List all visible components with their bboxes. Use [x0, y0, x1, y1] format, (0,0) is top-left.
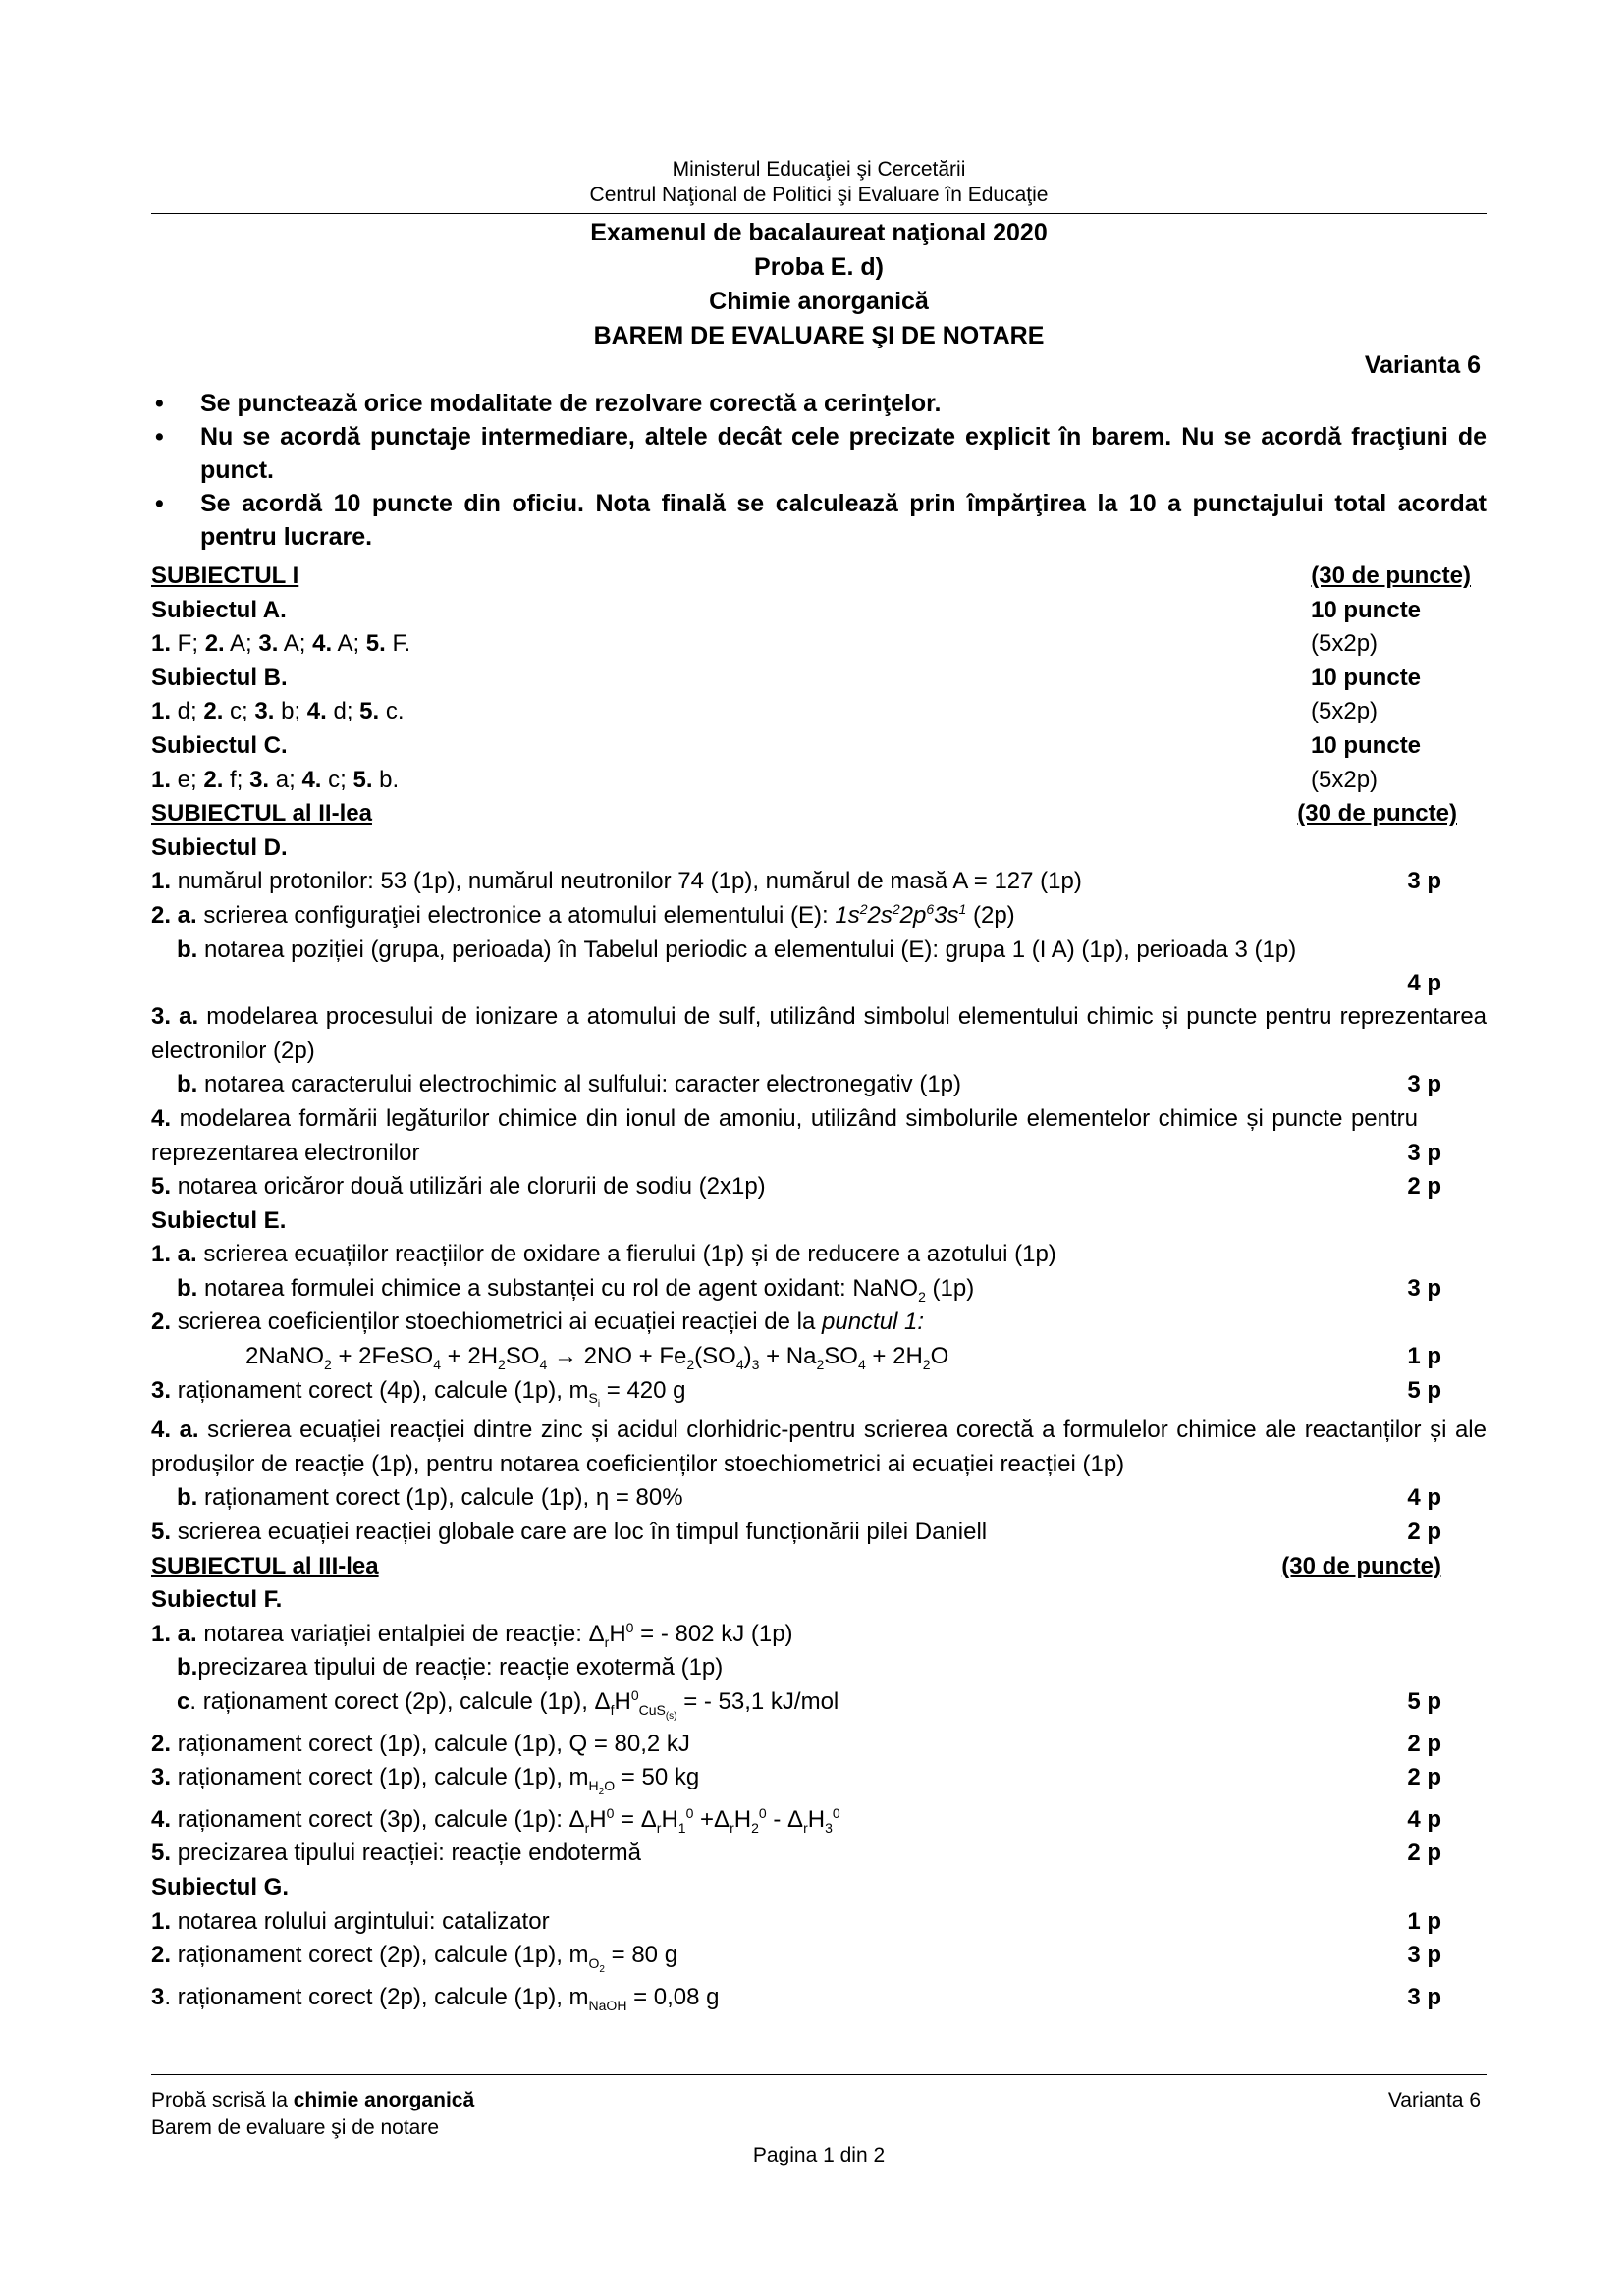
header-rule: [151, 213, 1487, 214]
points-breakdown: (5x2p): [1311, 698, 1379, 725]
item-e1b: b. notarea formulei chimice a substanței cu rol de agent oxidant: NaNO$_2$ (1p) 3 p: [177, 1274, 1441, 1305]
subject-a-heading: [151, 594, 1487, 628]
rule-item: • Se punctează orice modalitate de rezolvare corectă a cerinţelor.: [151, 387, 1487, 420]
points-breakdown: (5x2p): [1311, 766, 1379, 793]
item-d3a: 3. a. modelarea procesului de ionizare a atomului de sulf, utilizând simbolul elementului chimic și puncte pentru reprezentarea electronilor (2p): [151, 1003, 1488, 1064]
subsection-points: 10 puncte: [1311, 731, 1422, 759]
item-d3b: b. notarea caracterului electrochimic al sulfului: caracter electronegativ (1p) 3 p: [177, 1071, 1441, 1098]
item-f1a: 1. a. notarea variației entalpiei de reacție: $\Delta_rH^0$ = - 802 kJ (1p): [151, 1619, 793, 1650]
item-f2: 2. raționament corect (1p), calcule (1p), Q = 80,2 kJ 2 p: [151, 1730, 1441, 1757]
answer-body: [151, 560, 1487, 2014]
item-f3: 3. raționament corect (1p), calcule (1p), $m_{H_2O} = 50$ kg 2 p: [151, 1764, 1441, 1797]
proba-title: Proba E. d): [754, 253, 884, 281]
item-g3: 3. raționament corect (2p), calcule (1p), $m_{NaOH} = 0,08$ g 3 p: [151, 1983, 1441, 2013]
title-block: [151, 216, 1487, 353]
subject-e-heading: Subiectul E.: [151, 1206, 287, 1234]
subsection-title: Subiectul C.: [151, 731, 288, 759]
item-d5: 5. notarea oricăror două utilizări ale clorurii de sodiu (2x1p) 2 p: [151, 1173, 1441, 1201]
subsection-points: 10 puncte: [1311, 664, 1422, 691]
subject-g-heading: Subiectul G.: [151, 1873, 290, 1900]
item-d4: 4. modelarea formării legăturilor chimice din ionul de amoniu, utilizând simbolurile elementelor chimice și puncte pentru reprezentarea electronilor 3 p: [151, 1104, 1441, 1166]
item-d2a: 2. a. scrierea configuraţiei electronice a atomului elementului (E): $1s^22s^22p^63s^1$ (2p): [151, 900, 1015, 929]
exam-title: Examenul de bacalaureat naţional 2020: [590, 219, 1048, 246]
item-e4a: 4. a. scrierea ecuației reacției dintre zinc și acidul clorhidric-pentru scrierea corectă a formulelor chimice ale reactanților și ale produșilor de reacție (1p), pentru notarea coeficienților stoechiometrici ai ecuației reacției (1p): [151, 1416, 1487, 1477]
ministry-header: Ministerul Educaţiei şi Cercetării: [672, 158, 966, 181]
item-f4: 4. raționament corect (3p), calcule (1p): $\Delta_rH^0 = \Delta_rH_1^0 +\Delta_rH_2^0 - \Delta_rH_3^0$ 4 p: [151, 1804, 1441, 1836]
subject-b-heading: [151, 662, 1487, 696]
footer-rule: [151, 2074, 1487, 2075]
section-title: SUBIECTUL al II-lea: [151, 800, 372, 828]
section-title: SUBIECTUL al III-lea: [151, 1552, 379, 1579]
answer-line: 1. F; 2. A; 3. A; 4. A; 5. F.: [151, 630, 411, 658]
section-points: (30 de puncte): [1281, 1552, 1441, 1579]
footer-left: Probă scrisă la chimie anorganică Barem de evaluare şi de notare: [151, 2089, 475, 2139]
subject-1-heading: [151, 560, 1487, 594]
answer-line: 1. e; 2. f; 3. a; 4. c; 5. b.: [151, 766, 400, 793]
item-f1c: c. raționament corect (2p), calcule (1p), $\Delta_fH^0_{CuS_{(s)}}$ = - 53,1 kJ/mol 5 p: [177, 1687, 1441, 1722]
subsection-title: Subiectul A.: [151, 596, 287, 623]
item-e4b: b. raționament corect (1p), calcule (1p), η = 80% 4 p: [177, 1484, 1441, 1512]
item-e3: 3. raționament corect (4p), calcule (1p), $m_{S_i} = 420$ g 5 p: [151, 1376, 1441, 1411]
page-number: Pagina 1 din 2: [752, 2144, 886, 2166]
item-e1a: 1. a. scrierea ecuațiilor reacțiilor de oxidare a fierului (1p) și de reducere a azotului (1p): [151, 1241, 1056, 1268]
item-e5: 5. scrierea ecuației reacției globale care are loc în timpul funcționării pilei Daniell 2 p: [151, 1519, 1441, 1546]
subject-c-answers: [151, 764, 1487, 798]
subject-2-heading: [151, 797, 1487, 831]
answer-line: 1. d; 2. c; 3. b; 4. d; 5. c.: [151, 698, 405, 725]
points-breakdown: (5x2p): [1311, 630, 1379, 658]
rule-item: • Nu se acordă punctaje intermediare, altele decât cele precizate explicit în barem. Nu se acordă fracţiuni de punct.: [151, 420, 1487, 487]
barem-title: BAREM DE EVALUARE ŞI DE NOTARE: [593, 322, 1045, 349]
subject-b-answers: [151, 695, 1487, 729]
item-g2: 2. raționament corect (2p), calcule (1p), $m_{O_2} = 80$ g 3 p: [151, 1942, 1441, 1975]
subject-a-answers: [151, 627, 1487, 662]
center-header: Centrul Naţional de Politici şi Evaluare în Educaţie: [589, 184, 1049, 206]
subject-3-heading: [151, 1550, 1487, 1584]
subsection-points: 10 puncte: [1311, 596, 1422, 623]
subject-c-heading: [151, 729, 1487, 764]
section-points: (30 de puncte): [1297, 800, 1457, 828]
subject-f-heading: Subiectul F.: [151, 1586, 283, 1614]
section-title: SUBIECTUL I: [151, 562, 299, 589]
item-d1: 1. numărul protonilor: 53 (1p), numărul neutronilor 74 (1p), numărul de masă A = 127 (1p) 3 p: [151, 868, 1441, 895]
subsection-title: Subiectul B.: [151, 664, 288, 691]
item-d2b: b. notarea poziției (grupa, perioada) în Tabelul periodic a elementului (E): grupa 1 (I A) (1p), perioada 3 (1p): [177, 935, 1297, 963]
grading-rules: [151, 387, 1487, 554]
item-f1b: b.precizarea tipului de reacție: reacție exotermă (1p): [177, 1654, 724, 1682]
subject-d-heading: Subiectul D.: [151, 833, 288, 861]
footer-variant: Varianta 6: [1387, 2089, 1481, 2111]
rule-item: • Se acordă 10 puncte din oficiu. Nota finală se calculează prin împărţirea la 10 a punctajului total acordat pentru lucrare.: [151, 487, 1487, 554]
subject-title: Chimie anorganică: [709, 288, 929, 315]
item-e2: 2. scrierea coeficienților stoechiometrici ai ecuației reacției de la punctul 1:: [151, 1308, 925, 1336]
item-d2-points: 4 p: [1407, 970, 1441, 997]
section-points: (30 de puncte): [1311, 562, 1471, 589]
variant-label: Varianta 6: [1364, 351, 1481, 379]
item-e2-equation: 2NaNO$_2$ + 2FeSO$_4$ + $2H_2SO_4 \to 2NO + Fe_2(SO_4)_3 + Na_2SO_4 + 2H_2O$ 1 p: [245, 1343, 1441, 1372]
item-g1: 1. notarea rolului argintului: catalizator 1 p: [151, 1907, 1441, 1935]
item-f5: 5. precizarea tipului reacției: reacție endotermă 2 p: [151, 1840, 1441, 1867]
